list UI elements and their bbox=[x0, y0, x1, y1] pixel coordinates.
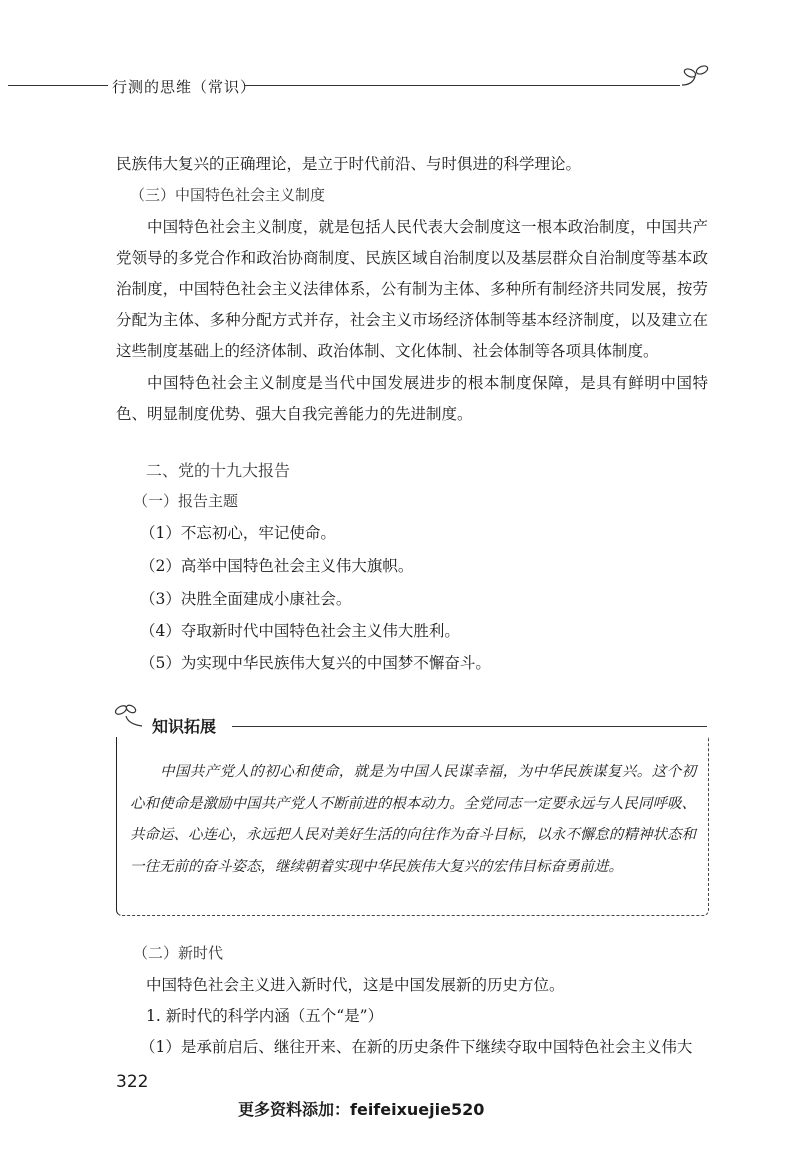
list-item: （1）不忘初心，牢记使命。 bbox=[140, 524, 336, 542]
list-item: （4）夺取新时代中国特色社会主义伟大胜利。 bbox=[140, 622, 460, 640]
list-item: （3）决胜全面建成小康社会。 bbox=[140, 590, 352, 608]
knowledge-box-title-rule bbox=[232, 726, 707, 727]
paragraph-institutions: 中国特色社会主义制度，就是包括人民代表大会制度这一根本政治制度，中国共产党领导的多党合作和政治协商制度、民族区域自治制度以及基层群众自治制度等基本政治制度，中国特色社会主义法律体系，公有制为主体、多种所有制经济共同发展，按劳分配为主体、多种分配方式并存，社会主义市场经济体制等基本经济制度，以及建立在这些制度基础上的经济体制、政治体制、文化体制、社会体制等各项具体制度。 bbox=[116, 218, 708, 360]
watermark-text: 更多资料添加：feifeixuejie520 bbox=[238, 1100, 485, 1119]
header-rule-left bbox=[8, 85, 108, 86]
section-heading-new-era: （二）新时代 bbox=[133, 944, 224, 962]
subheading-report-theme: （一）报告主题 bbox=[133, 492, 239, 510]
subheading-scientific-meaning: 1. 新时代的科学内涵（五个“是”） bbox=[146, 1007, 384, 1025]
list-item: （1）是承前启后、继往开来、在新的历史条件下继续夺取中国特色社会主义伟大 bbox=[140, 1038, 693, 1056]
knowledge-box-text: 中国共产党人的初心和使命，就是为中国人民谋幸福，为中华民族谋复兴。这个初心和使命是激励中国共产党人不断前进的根本动力。全党同志一定要永远与人民同呼吸、共命运、心连心，永远把人民对美好生活的向往作为奋斗目标，以永不懈怠的精神状态和一往无前的奋斗姿态，继续朝着实现中华民族伟大复兴的宏伟目标奋勇前进。 bbox=[130, 764, 696, 875]
intro-paragraph: 民族伟大复兴的正确理论，是立于时代前沿、与时俱进的科学理论。 bbox=[116, 155, 582, 173]
part-heading-19th-congress: 二、党的十九大报告 bbox=[146, 461, 291, 480]
paragraph-institutions-summary: 中国特色社会主义制度是当代中国发展进步的根本制度保障，是具有鲜明中国特色、明显制度优势、强大自我完善能力的先进制度。 bbox=[116, 374, 708, 423]
sprout-icon bbox=[112, 700, 152, 730]
sprout-icon bbox=[680, 62, 714, 92]
header-rule-right bbox=[244, 85, 680, 86]
paragraph-new-era: 中国特色社会主义进入新时代，这是中国发展新的历史方位。 bbox=[146, 976, 565, 994]
knowledge-box-title: 知识拓展 bbox=[152, 717, 217, 736]
section-heading-institutions: （三）中国特色社会主义制度 bbox=[130, 186, 326, 204]
page-number: 322 bbox=[116, 1072, 149, 1092]
list-item: （5）为实现中华民族伟大复兴的中国梦不懈奋斗。 bbox=[140, 654, 491, 672]
list-item: （2）高举中国特色社会主义伟大旗帜。 bbox=[140, 557, 414, 575]
running-header-title: 行测的思维（常识） bbox=[108, 76, 260, 97]
